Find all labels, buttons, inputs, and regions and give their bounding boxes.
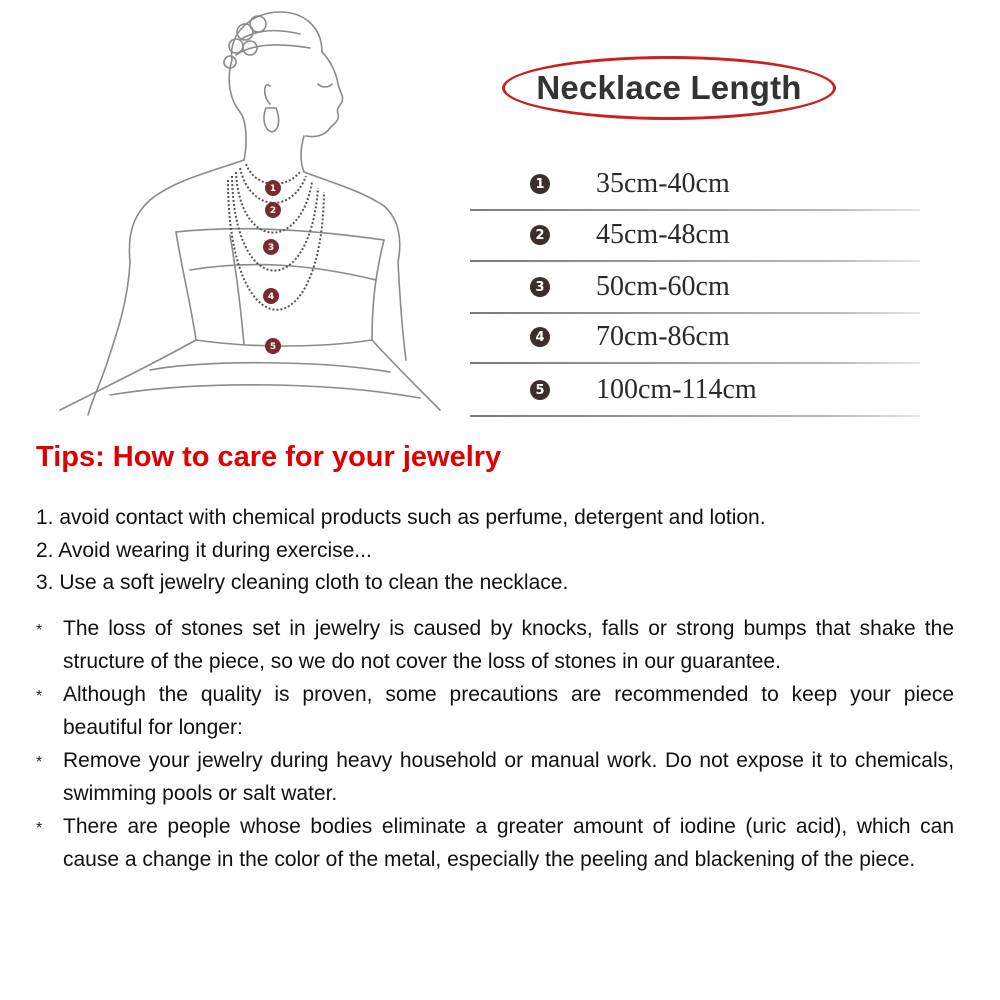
length-number-badge: 3 xyxy=(530,277,550,297)
note-item xyxy=(36,744,954,810)
length-row xyxy=(470,158,920,211)
asterisk-bullet-icon: * xyxy=(36,688,43,705)
tip-item: 1. avoid contact with chemical products such as perfume, detergent and lotion. xyxy=(36,506,766,529)
asterisk-bullet-icon: * xyxy=(36,754,43,771)
asterisk-bullet-icon: * xyxy=(36,820,43,837)
length-number-badge: 4 xyxy=(530,327,550,347)
length-value: 70cm-86cm xyxy=(596,321,730,352)
necklace-marker-5-label: 5 xyxy=(269,342,277,352)
necklace-length-illustration xyxy=(0,0,460,420)
length-row xyxy=(470,311,920,364)
necklace-length-title-oval xyxy=(502,56,836,120)
length-value: 100cm-114cm xyxy=(596,374,757,405)
necklace-marker-3-label: 3 xyxy=(267,243,275,253)
length-value: 50cm-60cm xyxy=(596,271,730,302)
row-divider xyxy=(470,415,920,417)
tips-list xyxy=(36,502,766,600)
length-value: 45cm-48cm xyxy=(596,219,730,250)
notes-list xyxy=(36,612,954,876)
length-number-badge: 2 xyxy=(530,225,550,245)
note-text: Remove your jewelry during heavy household or manual work. Do not expose it to chemicals, swimming pools or salt water. xyxy=(63,749,954,805)
tip-item: 2. Avoid wearing it during exercise... xyxy=(36,538,372,562)
length-row xyxy=(470,261,920,314)
necklace-marker-1-label: 1 xyxy=(269,184,277,194)
length-number-badge: 5 xyxy=(530,380,550,400)
note-text: Although the quality is proven, some precautions are recommended to keep your piece beautiful for longer: xyxy=(63,683,954,739)
tip-item: 3. Use a soft jewelry cleaning cloth to clean the necklace. xyxy=(36,571,569,594)
asterisk-bullet-icon: * xyxy=(36,622,43,639)
length-number-badge: 1 xyxy=(530,174,550,194)
note-text: There are people whose bodies eliminate a greater amount of iodine (uric acid), which can cause a change in the color of the metal, especially the peeling and blackening of the piece. xyxy=(63,815,954,871)
length-row xyxy=(470,364,920,417)
note-item xyxy=(36,612,954,678)
necklace-marker-4-label: 4 xyxy=(267,292,275,302)
length-value: 35cm-40cm xyxy=(596,168,730,199)
tips-heading: Tips: How to care for your jewelry xyxy=(36,441,502,473)
note-text: The loss of stones set in jewelry is caused by knocks, falls or strong bumps that shake the structure of the piece, so we do not cover the loss of stones in our guarantee. xyxy=(63,617,954,673)
length-row xyxy=(470,209,920,262)
page-title: Necklace Length xyxy=(536,69,802,106)
necklace-marker-2-label: 2 xyxy=(269,206,277,216)
note-item xyxy=(36,678,954,744)
note-item xyxy=(36,810,954,876)
